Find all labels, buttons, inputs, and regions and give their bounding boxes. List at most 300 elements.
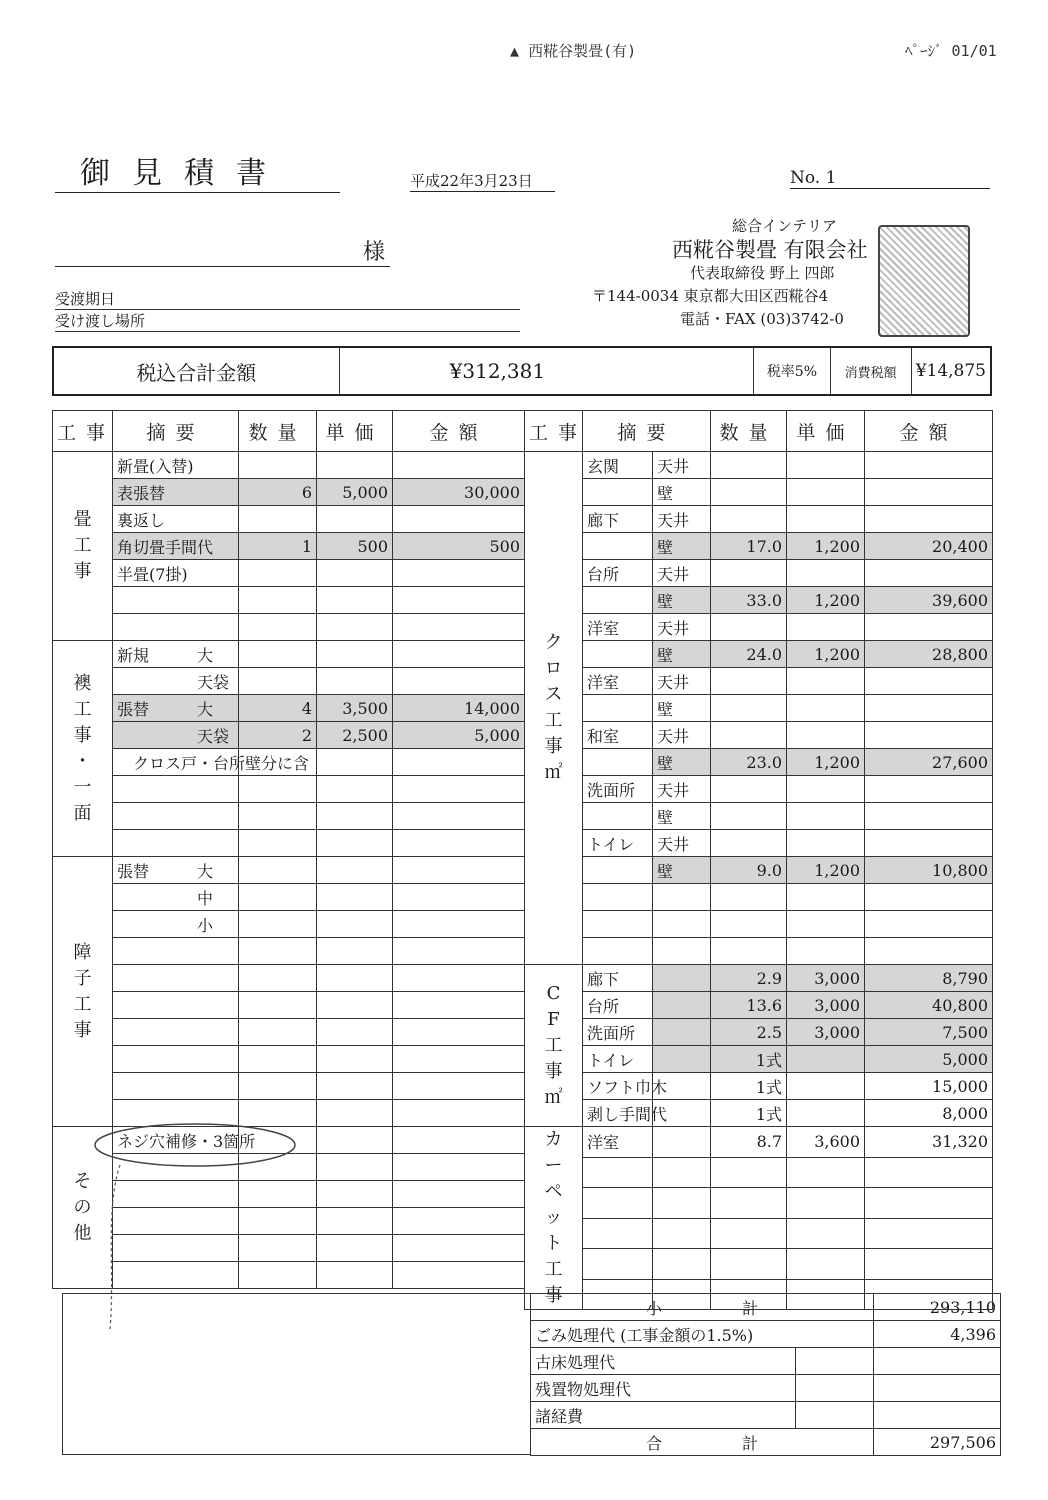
item-price: 500 bbox=[317, 533, 393, 560]
furudoko-label: 古床処理代 bbox=[531, 1348, 796, 1375]
item-part: 壁 bbox=[653, 857, 711, 884]
item-price bbox=[317, 1127, 393, 1154]
table-row bbox=[525, 803, 993, 830]
item-price bbox=[317, 1046, 393, 1073]
item-desc: 天袋 bbox=[113, 722, 239, 749]
item-qty: 1 bbox=[239, 533, 317, 560]
item-qty: 9.0 bbox=[711, 857, 787, 884]
item-price bbox=[317, 1073, 393, 1100]
item-price bbox=[787, 560, 865, 587]
item-price bbox=[787, 1157, 865, 1188]
item-room: 洗面所 bbox=[583, 776, 653, 803]
item-room: 玄関 bbox=[583, 452, 653, 479]
item-qty bbox=[711, 668, 787, 695]
item-amount bbox=[393, 749, 525, 776]
item-part: 壁 bbox=[653, 533, 711, 560]
item-amount bbox=[865, 830, 993, 857]
item-qty bbox=[239, 1073, 317, 1100]
company-address: 〒144-0034 東京都大田区西糀谷4 bbox=[592, 287, 829, 305]
item-qty: 2.9 bbox=[711, 965, 787, 992]
table-row bbox=[525, 560, 993, 587]
item-desc bbox=[113, 1073, 239, 1100]
table-row bbox=[53, 857, 525, 884]
item-amount: 30,000 bbox=[393, 479, 525, 506]
item-price bbox=[317, 938, 393, 965]
item-qty: 8.7 bbox=[711, 1127, 787, 1158]
item-desc: 張替 大 bbox=[113, 857, 239, 884]
item-room: 台所 bbox=[583, 992, 653, 1019]
item-amount bbox=[393, 776, 525, 803]
item-part: 壁 bbox=[653, 587, 711, 614]
item-amount bbox=[393, 452, 525, 479]
table-row bbox=[53, 560, 525, 587]
item-price: 3,000 bbox=[787, 1019, 865, 1046]
item-amount bbox=[393, 1073, 525, 1100]
header-tekiyo: 摘要 bbox=[583, 411, 711, 452]
item-part bbox=[653, 911, 711, 938]
group-label: そ の 他 bbox=[53, 1127, 113, 1289]
item-room bbox=[583, 587, 653, 614]
group-label: ク ロ ス 工 事 ㎡ bbox=[525, 452, 583, 965]
item-room: 剥し手間代 bbox=[583, 1100, 653, 1127]
table-row bbox=[53, 587, 525, 614]
table-row bbox=[525, 1073, 993, 1100]
doc-date: 平成22年3月23日 bbox=[410, 170, 555, 192]
subtotal-value: 293,110 bbox=[874, 1294, 1001, 1321]
item-price bbox=[317, 560, 393, 587]
item-room bbox=[583, 533, 653, 560]
item-price bbox=[317, 830, 393, 857]
item-amount: 8,000 bbox=[865, 1100, 993, 1127]
item-price bbox=[787, 803, 865, 830]
tax-amount: ¥14,875 bbox=[911, 347, 991, 395]
table-row bbox=[525, 857, 993, 884]
item-amount bbox=[393, 1100, 525, 1127]
item-room: 洗面所 bbox=[583, 1019, 653, 1046]
company-tagline: 総合インテリア bbox=[732, 217, 838, 235]
item-desc bbox=[113, 1019, 239, 1046]
item-amount bbox=[865, 506, 993, 533]
table-row bbox=[525, 452, 993, 479]
item-price: 1,200 bbox=[787, 857, 865, 884]
table-row bbox=[525, 884, 993, 911]
item-desc bbox=[113, 803, 239, 830]
item-room: 廊下 bbox=[583, 965, 653, 992]
item-room: 和室 bbox=[583, 722, 653, 749]
item-qty bbox=[711, 803, 787, 830]
table-row bbox=[525, 1100, 993, 1127]
item-qty: 1式 bbox=[711, 1046, 787, 1073]
item-price bbox=[317, 1262, 393, 1289]
group-label: カ ー ペ ッ ト 工 事 bbox=[525, 1127, 583, 1310]
item-amount bbox=[865, 776, 993, 803]
company-rep: 代表取締役 野上 四郎 bbox=[690, 264, 835, 282]
item-price bbox=[317, 1154, 393, 1181]
item-price bbox=[317, 506, 393, 533]
item-room bbox=[583, 695, 653, 722]
item-desc bbox=[113, 614, 239, 641]
item-price bbox=[317, 587, 393, 614]
item-qty bbox=[239, 560, 317, 587]
item-amount bbox=[393, 506, 525, 533]
item-price bbox=[317, 857, 393, 884]
item-amount: 5,000 bbox=[393, 722, 525, 749]
item-part: 壁 bbox=[653, 641, 711, 668]
item-desc: 新畳(入替) bbox=[113, 452, 239, 479]
item-qty bbox=[239, 857, 317, 884]
item-qty bbox=[711, 560, 787, 587]
item-amount: 15,000 bbox=[865, 1073, 993, 1100]
item-room: 洋室 bbox=[583, 668, 653, 695]
item-amount bbox=[393, 992, 525, 1019]
item-price bbox=[787, 1218, 865, 1249]
item-room bbox=[583, 803, 653, 830]
table-row bbox=[525, 911, 993, 938]
table-row bbox=[525, 479, 993, 506]
item-part bbox=[653, 1157, 711, 1188]
item-room bbox=[583, 884, 653, 911]
item-price bbox=[787, 722, 865, 749]
item-qty bbox=[711, 506, 787, 533]
item-amount: 500 bbox=[393, 533, 525, 560]
handwritten-circle-annotation bbox=[95, 1120, 310, 1350]
item-qty bbox=[239, 884, 317, 911]
item-desc: ネジ穴補修・3箇所 bbox=[113, 1127, 239, 1154]
item-qty bbox=[239, 668, 317, 695]
item-qty bbox=[711, 452, 787, 479]
header-price: 単価 bbox=[317, 411, 393, 452]
item-amount: 28,800 bbox=[865, 641, 993, 668]
item-qty bbox=[239, 452, 317, 479]
table-row bbox=[525, 749, 993, 776]
table-row bbox=[525, 614, 993, 641]
table-row bbox=[53, 506, 525, 533]
item-qty bbox=[711, 614, 787, 641]
item-price bbox=[317, 911, 393, 938]
item-qty bbox=[711, 938, 787, 965]
item-price bbox=[787, 1249, 865, 1280]
item-room bbox=[583, 911, 653, 938]
fax-sender: ▲ 西糀谷製畳(有) bbox=[510, 42, 637, 60]
item-desc: 天袋 bbox=[113, 668, 239, 695]
item-amount bbox=[393, 965, 525, 992]
recipient-honorific: 様 bbox=[55, 235, 390, 267]
item-price bbox=[787, 884, 865, 911]
group-label: 畳 工 事 bbox=[53, 452, 113, 641]
item-desc: 裏返し bbox=[113, 506, 239, 533]
item-part: 天井 bbox=[653, 722, 711, 749]
gomi-label: ごみ処理代 (工事金額の1.5%) bbox=[531, 1321, 874, 1348]
item-part bbox=[653, 1019, 711, 1046]
group-label: 障 子 工 事 bbox=[53, 857, 113, 1127]
table-row bbox=[53, 938, 525, 965]
table-row bbox=[525, 668, 993, 695]
table-row bbox=[53, 668, 525, 695]
item-qty bbox=[711, 722, 787, 749]
item-amount: 10,800 bbox=[865, 857, 993, 884]
item-qty bbox=[711, 479, 787, 506]
item-price bbox=[317, 965, 393, 992]
item-price bbox=[787, 1046, 865, 1073]
item-qty bbox=[711, 884, 787, 911]
item-price bbox=[317, 1100, 393, 1127]
item-amount bbox=[865, 452, 993, 479]
item-part bbox=[653, 1046, 711, 1073]
item-price: 3,000 bbox=[787, 965, 865, 992]
right-estimate-table bbox=[524, 410, 993, 1310]
total-box bbox=[52, 346, 992, 396]
item-amount bbox=[865, 695, 993, 722]
tax-rate: 税率5% bbox=[754, 347, 830, 395]
table-row bbox=[525, 938, 993, 965]
table-row bbox=[53, 911, 525, 938]
item-qty bbox=[239, 506, 317, 533]
item-desc bbox=[113, 776, 239, 803]
item-qty: 2 bbox=[239, 722, 317, 749]
item-amount bbox=[393, 938, 525, 965]
item-price: 3,600 bbox=[787, 1127, 865, 1158]
item-qty: 23.0 bbox=[711, 749, 787, 776]
item-part bbox=[653, 1249, 711, 1280]
item-qty bbox=[711, 1249, 787, 1280]
item-price: 1,200 bbox=[787, 533, 865, 560]
item-desc bbox=[113, 938, 239, 965]
item-amount bbox=[393, 884, 525, 911]
item-amount: 8,790 bbox=[865, 965, 993, 992]
total-amount: ¥312,381 bbox=[339, 347, 754, 395]
item-amount bbox=[393, 587, 525, 614]
doc-number: No. 1 bbox=[790, 168, 990, 189]
item-qty bbox=[711, 695, 787, 722]
item-desc bbox=[113, 992, 239, 1019]
item-amount bbox=[393, 1262, 525, 1289]
item-part: 壁 bbox=[653, 803, 711, 830]
item-amount bbox=[393, 614, 525, 641]
item-qty bbox=[239, 938, 317, 965]
item-qty bbox=[239, 830, 317, 857]
group-label: C F 工 事 ㎡ bbox=[525, 965, 583, 1127]
header-qty: 数量 bbox=[239, 411, 317, 452]
item-price bbox=[317, 776, 393, 803]
item-desc: 表張替 bbox=[113, 479, 239, 506]
item-desc bbox=[113, 587, 239, 614]
item-price bbox=[787, 452, 865, 479]
item-room: 洋室 bbox=[583, 614, 653, 641]
item-price bbox=[787, 668, 865, 695]
item-price: 1,200 bbox=[787, 749, 865, 776]
subtotal-label: 小 計 bbox=[531, 1294, 874, 1321]
item-room bbox=[583, 938, 653, 965]
item-part: 天井 bbox=[653, 776, 711, 803]
table-row bbox=[525, 965, 993, 992]
item-price bbox=[787, 776, 865, 803]
item-qty bbox=[239, 992, 317, 1019]
item-qty: 24.0 bbox=[711, 641, 787, 668]
item-price: 3,500 bbox=[317, 695, 393, 722]
table-row bbox=[525, 1218, 993, 1249]
fax-page: ﾍﾟｰｼﾞ 01/01 bbox=[905, 42, 997, 60]
item-desc: 張替 大 bbox=[113, 695, 239, 722]
item-price bbox=[787, 695, 865, 722]
item-amount bbox=[865, 1218, 993, 1249]
delivery-place-label: 受け渡し場所 bbox=[55, 310, 520, 332]
item-price bbox=[787, 614, 865, 641]
item-room: 洋室 bbox=[583, 1127, 653, 1158]
item-amount bbox=[393, 1019, 525, 1046]
item-qty: 1式 bbox=[711, 1100, 787, 1127]
item-amount bbox=[865, 1157, 993, 1188]
item-amount bbox=[865, 1249, 993, 1280]
item-amount bbox=[865, 1188, 993, 1219]
item-part bbox=[653, 1218, 711, 1249]
header-koji: 工事 bbox=[525, 411, 583, 452]
table-row bbox=[525, 1127, 993, 1158]
table-row bbox=[53, 776, 525, 803]
item-qty: 4 bbox=[239, 695, 317, 722]
item-qty bbox=[239, 1019, 317, 1046]
table-row bbox=[53, 830, 525, 857]
item-part: 天井 bbox=[653, 452, 711, 479]
item-part: 天井 bbox=[653, 506, 711, 533]
zanchi-label: 残置物処理代 bbox=[531, 1375, 796, 1402]
item-part bbox=[653, 884, 711, 911]
table-row bbox=[525, 695, 993, 722]
item-room bbox=[583, 857, 653, 884]
item-amount bbox=[393, 803, 525, 830]
item-qty bbox=[239, 1046, 317, 1073]
item-qty bbox=[239, 803, 317, 830]
item-price: 1,200 bbox=[787, 587, 865, 614]
table-row bbox=[525, 1249, 993, 1280]
table-row bbox=[525, 722, 993, 749]
item-price bbox=[787, 506, 865, 533]
item-price bbox=[787, 1073, 865, 1100]
item-room bbox=[583, 641, 653, 668]
item-price bbox=[787, 830, 865, 857]
table-row bbox=[525, 506, 993, 533]
item-qty bbox=[711, 776, 787, 803]
item-price bbox=[317, 614, 393, 641]
item-amount bbox=[393, 1208, 525, 1235]
item-amount bbox=[865, 614, 993, 641]
group-label: 襖 工 事 ・ 一 面 bbox=[53, 641, 113, 857]
item-amount bbox=[865, 884, 993, 911]
item-amount bbox=[865, 479, 993, 506]
item-amount: 7,500 bbox=[865, 1019, 993, 1046]
item-room bbox=[583, 1157, 653, 1188]
gomi-value: 4,396 bbox=[874, 1321, 1001, 1348]
item-qty bbox=[239, 965, 317, 992]
company-name: 西糀谷製畳 有限会社 bbox=[672, 238, 868, 262]
tax-label: 消費税額 bbox=[830, 347, 911, 395]
header-amount: 金額 bbox=[393, 411, 525, 452]
item-amount bbox=[865, 560, 993, 587]
item-amount: 5,000 bbox=[865, 1046, 993, 1073]
company-seal-stamp bbox=[878, 225, 970, 337]
item-amount: 31,320 bbox=[865, 1127, 993, 1158]
item-room: 廊下 bbox=[583, 506, 653, 533]
table-row bbox=[53, 1073, 525, 1100]
item-qty bbox=[711, 830, 787, 857]
item-qty bbox=[239, 614, 317, 641]
header-koji: 工事 bbox=[53, 411, 113, 452]
item-price bbox=[787, 911, 865, 938]
item-amount bbox=[393, 1127, 525, 1154]
item-amount bbox=[393, 911, 525, 938]
item-part: 天井 bbox=[653, 668, 711, 695]
item-price bbox=[317, 452, 393, 479]
item-desc: 半畳(7掛) bbox=[113, 560, 239, 587]
table-row bbox=[525, 1157, 993, 1188]
table-row bbox=[53, 965, 525, 992]
item-qty bbox=[239, 911, 317, 938]
item-price bbox=[317, 1019, 393, 1046]
item-room: 台所 bbox=[583, 560, 653, 587]
header-tekiyo: 摘要 bbox=[113, 411, 239, 452]
item-price: 2,500 bbox=[317, 722, 393, 749]
item-qty: 13.6 bbox=[711, 992, 787, 1019]
item-desc bbox=[113, 965, 239, 992]
header-qty: 数量 bbox=[711, 411, 787, 452]
item-amount bbox=[393, 560, 525, 587]
item-amount bbox=[865, 722, 993, 749]
item-room bbox=[583, 1218, 653, 1249]
item-desc: 角切畳手間代 bbox=[113, 533, 239, 560]
item-price bbox=[787, 1188, 865, 1219]
item-amount: 14,000 bbox=[393, 695, 525, 722]
item-price: 1,200 bbox=[787, 641, 865, 668]
table-row bbox=[525, 533, 993, 560]
item-price bbox=[317, 992, 393, 1019]
item-qty bbox=[711, 1157, 787, 1188]
table-row bbox=[525, 830, 993, 857]
table-row bbox=[525, 1046, 993, 1073]
item-amount bbox=[393, 668, 525, 695]
table-row bbox=[53, 722, 525, 749]
item-room: トイレ bbox=[583, 830, 653, 857]
item-amount bbox=[393, 641, 525, 668]
item-amount: 27,600 bbox=[865, 749, 993, 776]
item-qty: 6 bbox=[239, 479, 317, 506]
item-desc: 新規 大 bbox=[113, 641, 239, 668]
item-qty bbox=[239, 587, 317, 614]
item-desc bbox=[113, 1046, 239, 1073]
item-price bbox=[317, 1181, 393, 1208]
item-part: 壁 bbox=[653, 479, 711, 506]
item-amount bbox=[393, 857, 525, 884]
table-row bbox=[53, 695, 525, 722]
company-phone: 電話・FAX (03)3742-0 bbox=[680, 310, 844, 328]
item-price bbox=[787, 938, 865, 965]
item-part bbox=[653, 1188, 711, 1219]
item-qty: 2.5 bbox=[711, 1019, 787, 1046]
item-qty bbox=[711, 1218, 787, 1249]
table-row bbox=[53, 1019, 525, 1046]
table-row bbox=[525, 587, 993, 614]
table-row bbox=[525, 1019, 993, 1046]
item-price bbox=[317, 803, 393, 830]
item-desc: 小 bbox=[113, 911, 239, 938]
grand-total-value: 297,506 bbox=[874, 1429, 1001, 1456]
grand-total-label: 合 計 bbox=[531, 1429, 874, 1456]
item-qty bbox=[239, 641, 317, 668]
item-part: 壁 bbox=[653, 695, 711, 722]
item-amount bbox=[865, 938, 993, 965]
table-row bbox=[525, 1188, 993, 1219]
item-room bbox=[583, 479, 653, 506]
item-price bbox=[317, 1208, 393, 1235]
table-row bbox=[53, 749, 525, 776]
